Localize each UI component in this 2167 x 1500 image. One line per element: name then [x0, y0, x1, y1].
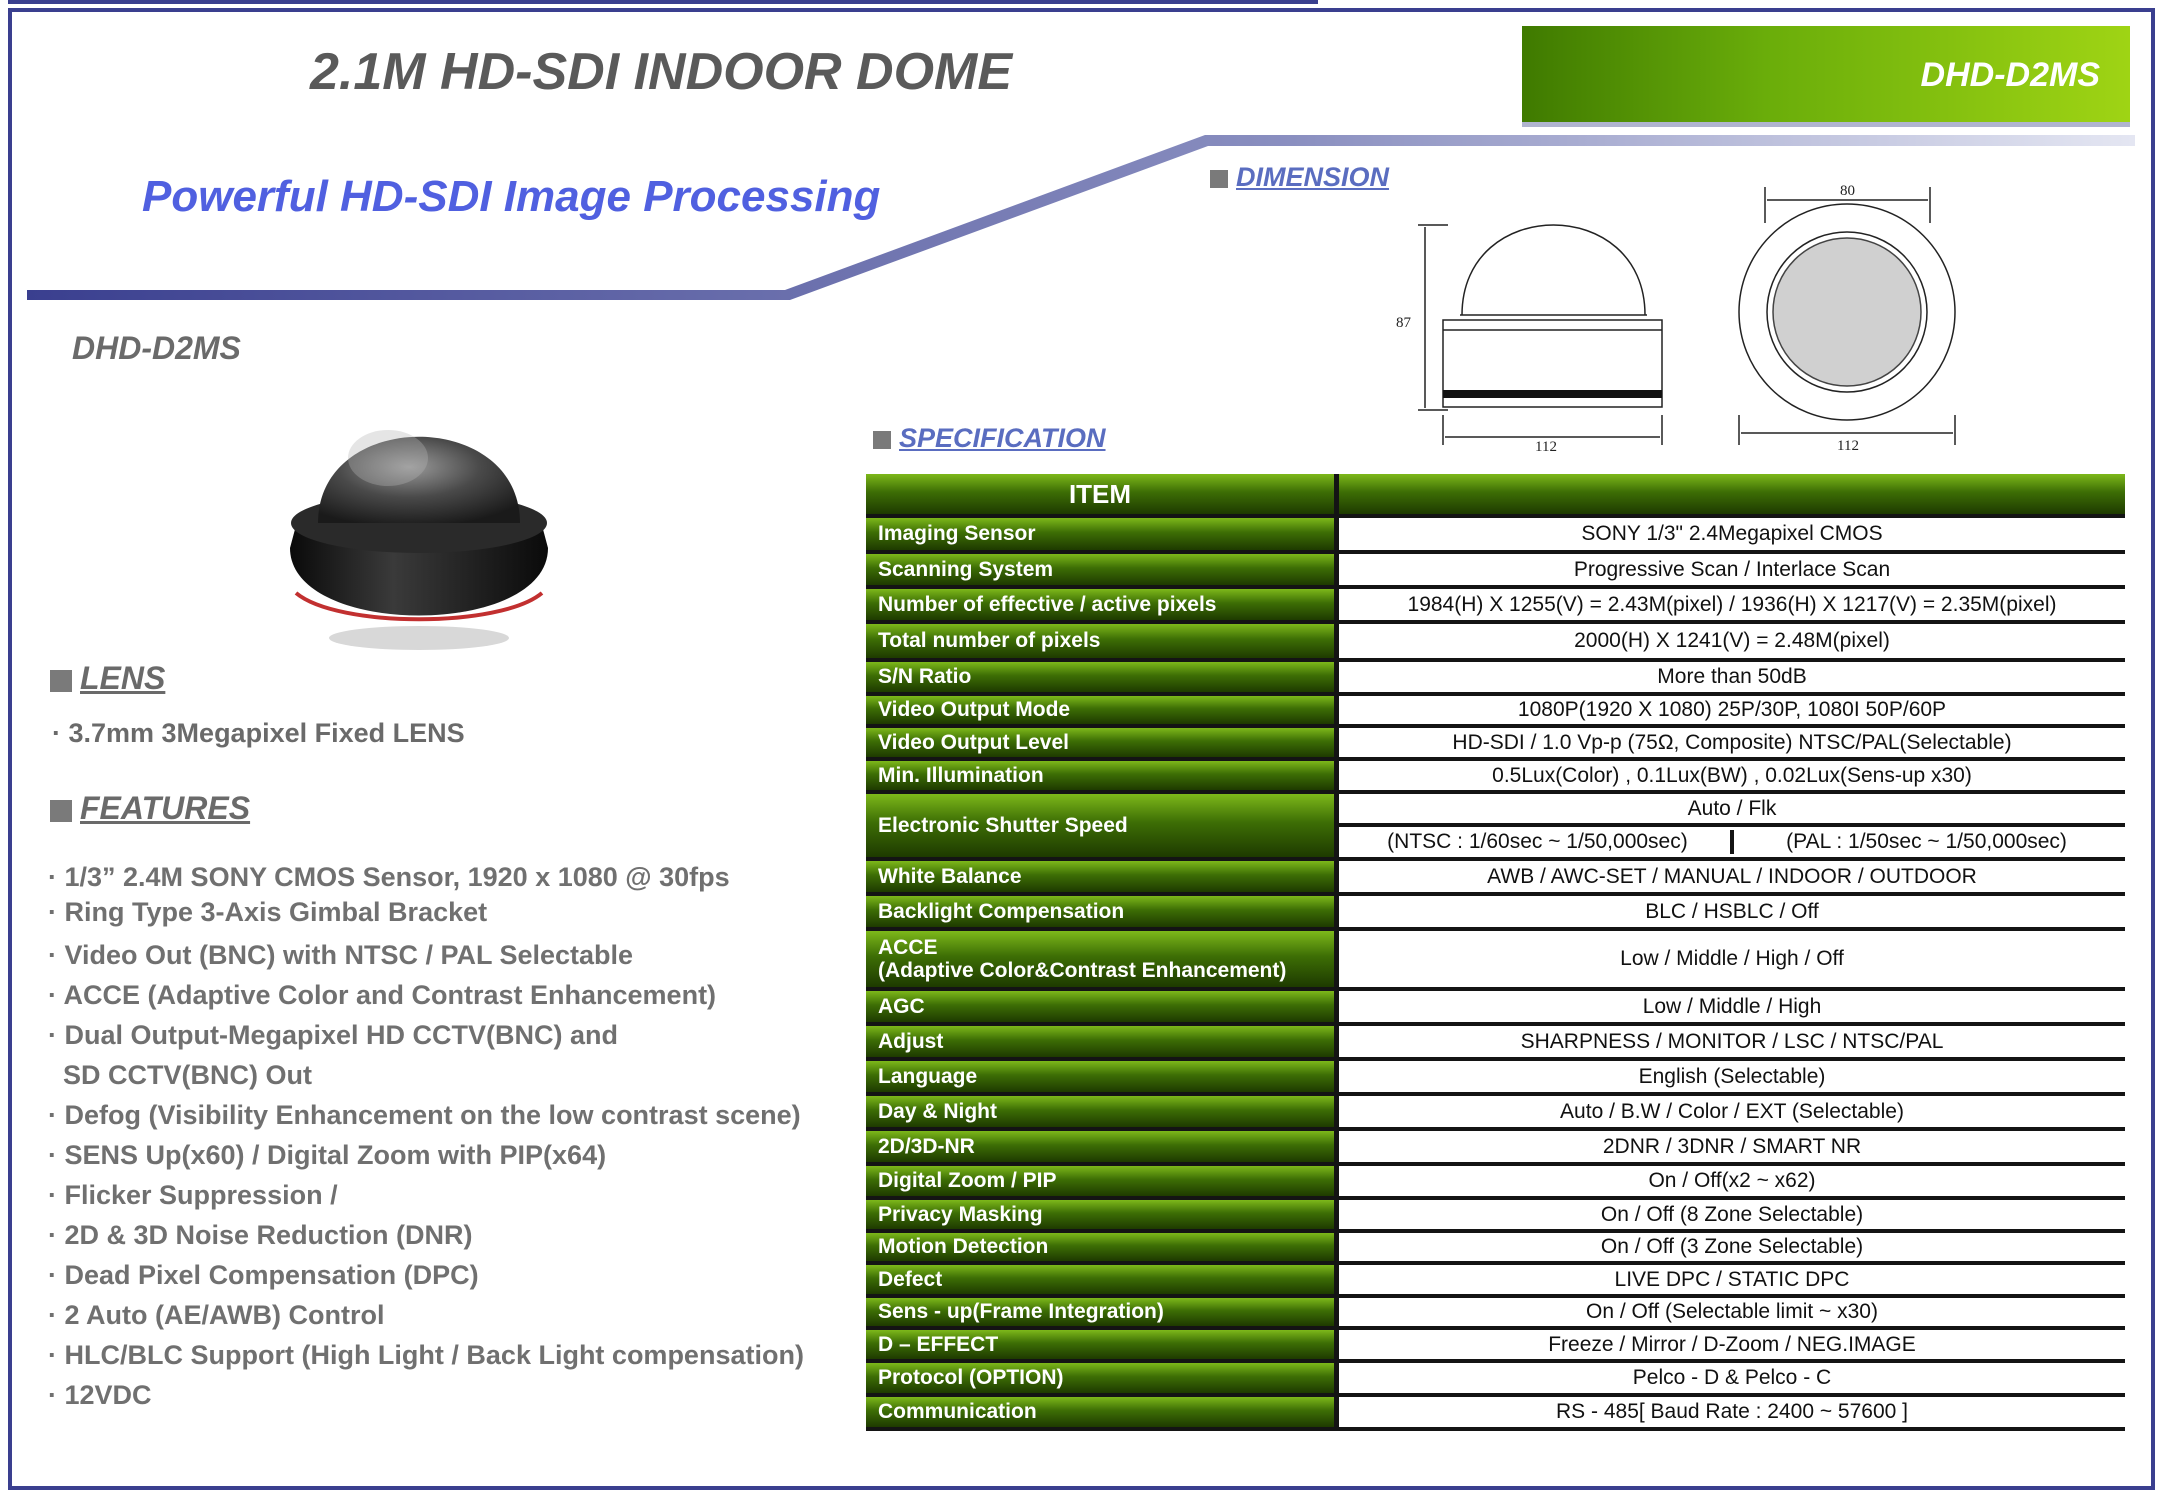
table-row — [866, 1361, 2125, 1395]
spec-key: Protocol (OPTION) — [866, 1361, 1337, 1395]
table-row — [866, 894, 2125, 929]
page-title: 2.1M HD-SDI INDOOR DOME — [310, 43, 1013, 101]
spec-key: AGC — [866, 989, 1337, 1024]
specification-heading: SPECIFICATION — [873, 423, 1106, 454]
feature-item: · Dual Output-Megapixel HD CCTV(BNC) and — [48, 1020, 618, 1050]
table-row — [866, 1164, 2125, 1198]
spec-key: D – EFFECT — [866, 1328, 1337, 1361]
spec-value: Low / Middle / High / Off — [1337, 929, 2126, 989]
table-row — [866, 1024, 2125, 1059]
spec-value: Auto / Flk — [1337, 792, 2126, 825]
feature-item: · Defog (Visibility Enhancement on the low contrast scene) — [48, 1100, 801, 1130]
table-row — [866, 552, 2125, 587]
subtitle: Powerful HD-SDI Image Processing — [142, 172, 881, 221]
features-heading: FEATURES — [50, 790, 250, 827]
feature-item: · 2 Auto (AE/AWB) Control — [48, 1300, 385, 1330]
spec-key: Language — [866, 1059, 1337, 1094]
spec-value: 1984(H) X 1255(V) = 2.43M(pixel) / 1936(H) X 1217(V) = 2.35M(pixel) — [1337, 587, 2126, 622]
lens-item: · 3.7mm 3Megapixel Fixed LENS — [52, 718, 465, 748]
spec-header-item: ITEM — [866, 474, 1337, 516]
spec-key: Scanning System — [866, 552, 1337, 587]
acce-sublabel: (Adaptive Color&Contrast Enhancement) — [878, 959, 1287, 982]
table-row — [866, 1129, 2125, 1164]
spec-value: SONY 1/3" 2.4Megapixel CMOS — [1337, 516, 2126, 552]
spec-value: More than 50dB — [1337, 660, 2126, 694]
feature-item: · 2D & 3D Noise Reduction (DNR) — [48, 1220, 473, 1250]
spec-value: BLC / HSBLC / Off — [1337, 894, 2126, 929]
spec-value: HD-SDI / 1.0 Vp-p (75Ω, Composite) NTSC/PAL(Selectable) — [1337, 726, 2126, 759]
spec-value-pal: (PAL : 1/50sec ~ 1/50,000sec) — [1786, 830, 2067, 853]
spec-key: Day & Night — [866, 1094, 1337, 1129]
square-bullet-icon — [50, 800, 72, 822]
feature-item: · 1/3” 2.4M SONY CMOS Sensor, 1920 x 1080 @ 30fps — [48, 862, 730, 892]
spec-value: On / Off (8 Zone Selectable) — [1337, 1198, 2126, 1231]
feature-item: SD CCTV(BNC) Out — [48, 1060, 312, 1090]
square-bullet-icon — [50, 670, 72, 692]
spec-value: English (Selectable) — [1337, 1059, 2126, 1094]
spec-key: Electronic Shutter Speed — [866, 792, 1337, 859]
table-row — [866, 587, 2125, 622]
table-row — [866, 929, 2125, 989]
shutter-speed-split — [1337, 825, 2126, 859]
acce-label: ACCE — [878, 935, 938, 959]
table-row — [866, 516, 2125, 552]
table-row — [866, 726, 2125, 759]
spec-key: Imaging Sensor — [866, 516, 1337, 552]
feature-item: · Flicker Suppression / — [48, 1180, 338, 1210]
square-bullet-icon — [1210, 170, 1228, 188]
spec-key: Motion Detection — [866, 1231, 1337, 1263]
feature-item: · Video Out (BNC) with NTSC / PAL Selectable — [48, 940, 634, 970]
dimension-side-width-label: 112 — [1535, 439, 1557, 455]
table-row — [866, 694, 2125, 726]
spec-value: SHARPNESS / MONITOR / LSC / NTSC/PAL — [1337, 1024, 2126, 1059]
spec-value-ntsc: (NTSC : 1/60sec ~ 1/50,000sec) — [1345, 830, 1734, 854]
table-row — [866, 759, 2125, 792]
feature-item: · HLC/BLC Support (High Light / Back Light compensation) — [48, 1340, 804, 1370]
feature-item: · ACCE (Adaptive Color and Contrast Enhancement) — [48, 980, 717, 1010]
dimension-top-width-label: 80 — [1840, 183, 1855, 199]
spec-header-row — [866, 474, 2125, 516]
spec-value: 2000(H) X 1241(V) = 2.48M(pixel) — [1337, 622, 2126, 660]
dimension-drawing — [1390, 175, 1970, 465]
spec-key: Backlight Compensation — [866, 894, 1337, 929]
table-row — [866, 622, 2125, 660]
spec-key: Privacy Masking — [866, 1198, 1337, 1231]
spec-value: Pelco - D & Pelco - C — [1337, 1361, 2126, 1395]
spec-value: LIVE DPC / STATIC DPC — [1337, 1263, 2126, 1296]
dimension-height-label: 87 — [1396, 315, 1411, 331]
spec-key: S/N Ratio — [866, 660, 1337, 694]
spec-key: Communication — [866, 1395, 1337, 1429]
feature-item: · Dead Pixel Compensation (DPC) — [48, 1260, 479, 1290]
spec-value: Low / Middle / High — [1337, 989, 2126, 1024]
spec-key: Min. Illumination — [866, 759, 1337, 792]
spec-value: Freeze / Mirror / D-Zoom / NEG.IMAGE — [1337, 1328, 2126, 1361]
spec-value: Progressive Scan / Interlace Scan — [1337, 552, 2126, 587]
spec-value: On / Off (3 Zone Selectable) — [1337, 1231, 2126, 1263]
spec-value: Auto / B.W / Color / EXT (Selectable) — [1337, 1094, 2126, 1129]
spec-value: 1080P(1920 X 1080) 25P/30P, 1080I 50P/60P — [1337, 694, 2126, 726]
table-row — [866, 1059, 2125, 1094]
spec-key: 2D/3D-NR — [866, 1129, 1337, 1164]
spec-key: Adjust — [866, 1024, 1337, 1059]
dome-camera-image — [278, 388, 560, 660]
table-row — [866, 660, 2125, 694]
spec-key: Total number of pixels — [866, 622, 1337, 660]
table-row — [866, 1395, 2125, 1429]
table-row — [866, 989, 2125, 1024]
feature-item: · 12VDC — [48, 1380, 152, 1410]
product-model-label: DHD-D2MS — [72, 330, 241, 366]
spec-key: Video Output Mode — [866, 694, 1337, 726]
table-row — [866, 1231, 2125, 1263]
spec-value: On / Off(x2 ~ x62) — [1337, 1164, 2126, 1198]
spec-key-acce — [866, 929, 1337, 989]
spec-header-value — [1337, 474, 2126, 516]
feature-item: · SENS Up(x60) / Digital Zoom with PIP(x64) — [48, 1140, 607, 1170]
spec-key: Video Output Level — [866, 726, 1337, 759]
spec-key: Defect — [866, 1263, 1337, 1296]
table-row — [866, 792, 2125, 825]
spec-value: RS - 485[ Baud Rate : 2400 ~ 57600 ] — [1337, 1395, 2126, 1429]
table-row — [866, 1198, 2125, 1231]
square-bullet-icon — [873, 431, 891, 449]
spec-key: Number of effective / active pixels — [866, 587, 1337, 622]
spec-value: On / Off (Selectable limit ~ x30) — [1337, 1296, 2126, 1328]
spec-key: White Balance — [866, 859, 1337, 894]
table-row — [866, 1263, 2125, 1296]
spec-value: 0.5Lux(Color) , 0.1Lux(BW) , 0.02Lux(Sens-up x30) — [1337, 759, 2126, 792]
lens-heading: LENS — [50, 660, 165, 697]
table-row — [866, 859, 2125, 894]
feature-item: · Ring Type 3-Axis Gimbal Bracket — [48, 897, 488, 927]
specification-table — [866, 474, 2125, 1431]
table-row — [866, 1328, 2125, 1361]
spec-value: AWB / AWC-SET / MANUAL / INDOOR / OUTDOOR — [1337, 859, 2126, 894]
dimension-top-diameter-label: 112 — [1837, 438, 1859, 454]
table-row — [866, 1094, 2125, 1129]
spec-value: 2DNR / 3DNR / SMART NR — [1337, 1129, 2126, 1164]
spec-key: Sens - up(Frame Integration) — [866, 1296, 1337, 1328]
dimension-heading: DIMENSION — [1210, 162, 1389, 193]
table-row — [866, 1296, 2125, 1328]
model-banner-label: DHD-D2MS — [1920, 56, 2100, 94]
spec-key: Digital Zoom / PIP — [866, 1164, 1337, 1198]
